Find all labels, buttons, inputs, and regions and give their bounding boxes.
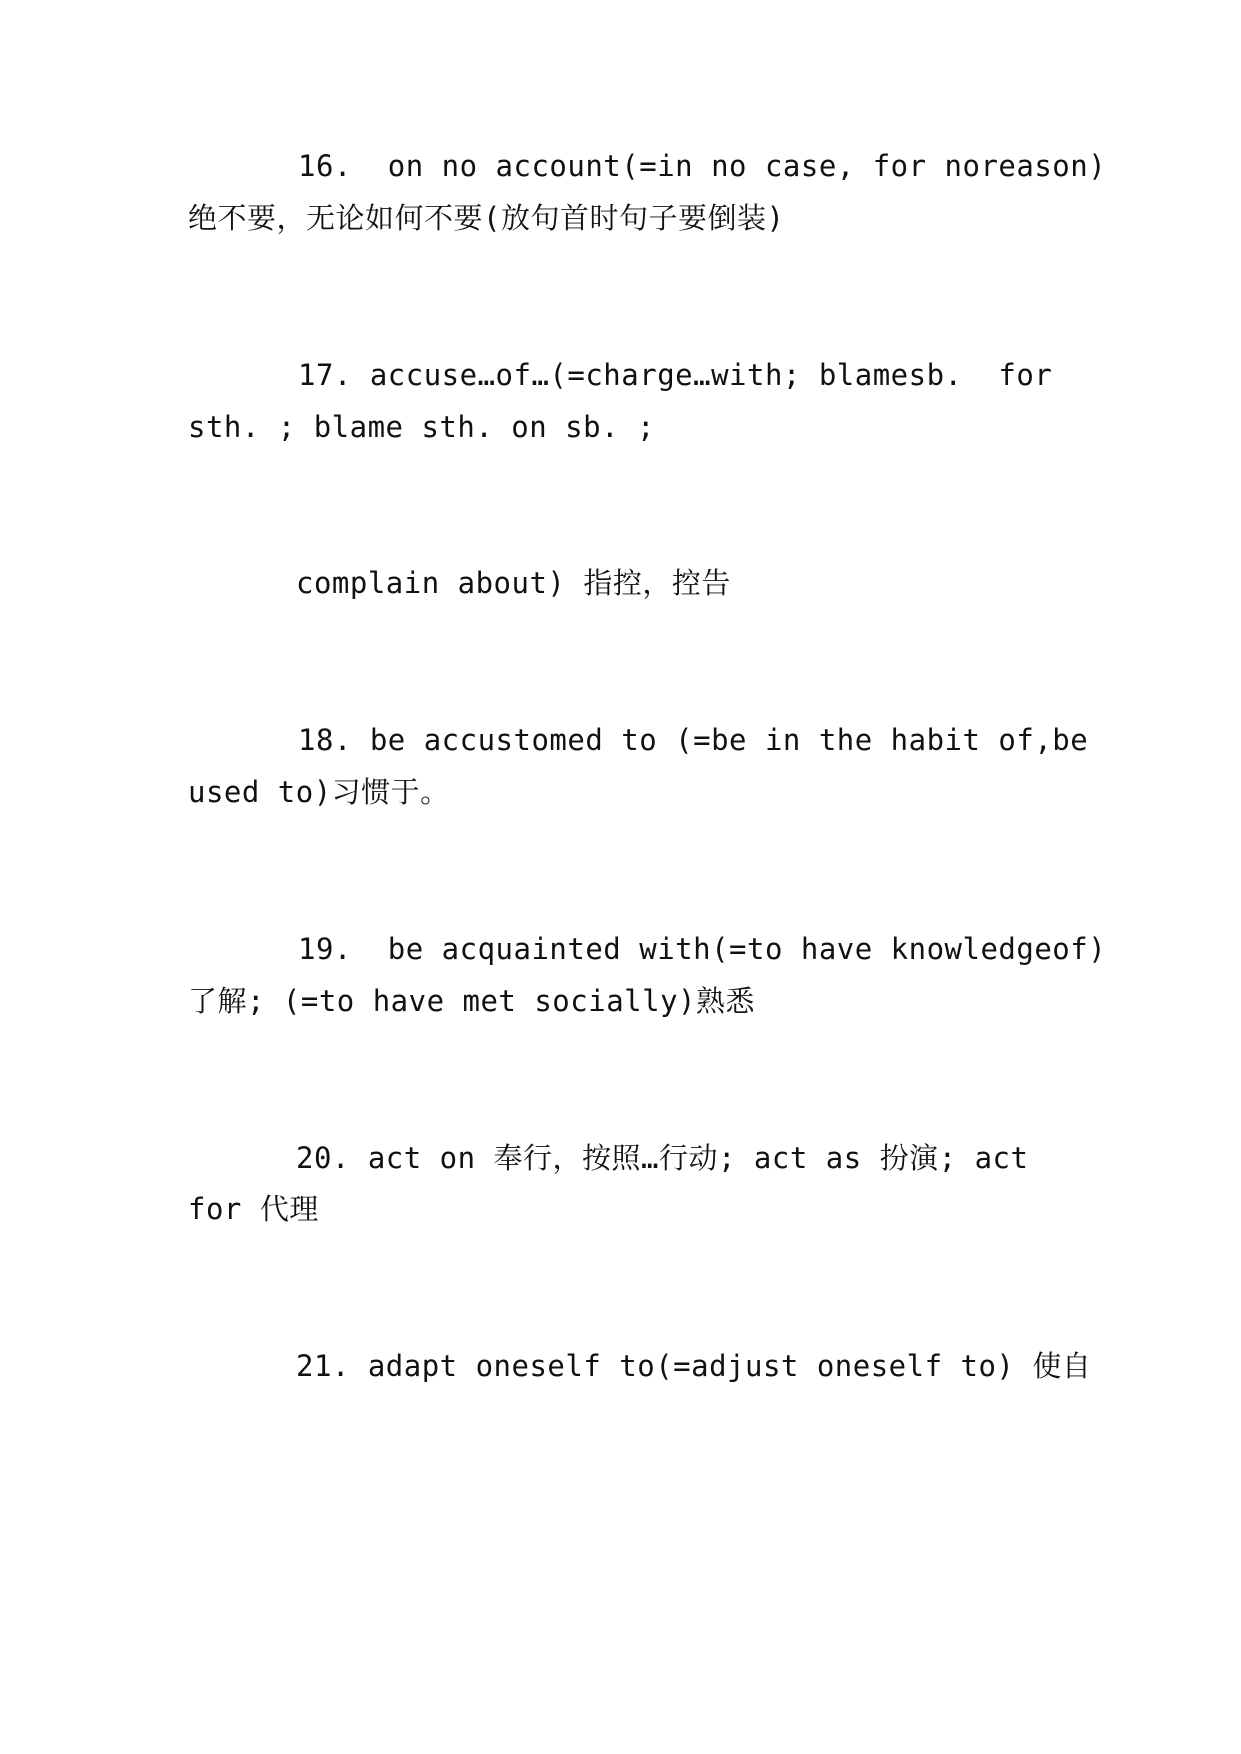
entry-17-line-3: complain about) 指控，控告 [296, 566, 731, 600]
entry-16-line-2: 绝不要，无论如何不要(放句首时句子要倒装) [188, 201, 785, 235]
entry-18-line-2: used to)习惯于。 [188, 775, 450, 809]
entry-20-line-1: 20. act on 奉行，按照…行动; act as 扮演; act [296, 1141, 1029, 1175]
entry-17-line-1: 17. accuse…of…(=charge…with; blamesb. for [298, 358, 1053, 392]
entry-19-line-1: 19. be acquainted with(=to have knowledgeof) [298, 932, 1107, 966]
entry-17-line-2: sth. ; blame sth. on sb. ; [188, 410, 655, 444]
entry-16-line-1: 16. on no account(=in no case, for noreason) [298, 149, 1107, 183]
entry-18-line-1: 18. be accustomed to (=be in the habit of,be [298, 723, 1089, 757]
entry-21-line-1: 21. adapt oneself to(=adjust oneself to) 使自 [296, 1349, 1092, 1383]
entry-19-line-2: 了解; (=to have met socially)熟悉 [188, 984, 755, 1018]
entry-20-line-2: for 代理 [188, 1192, 319, 1226]
